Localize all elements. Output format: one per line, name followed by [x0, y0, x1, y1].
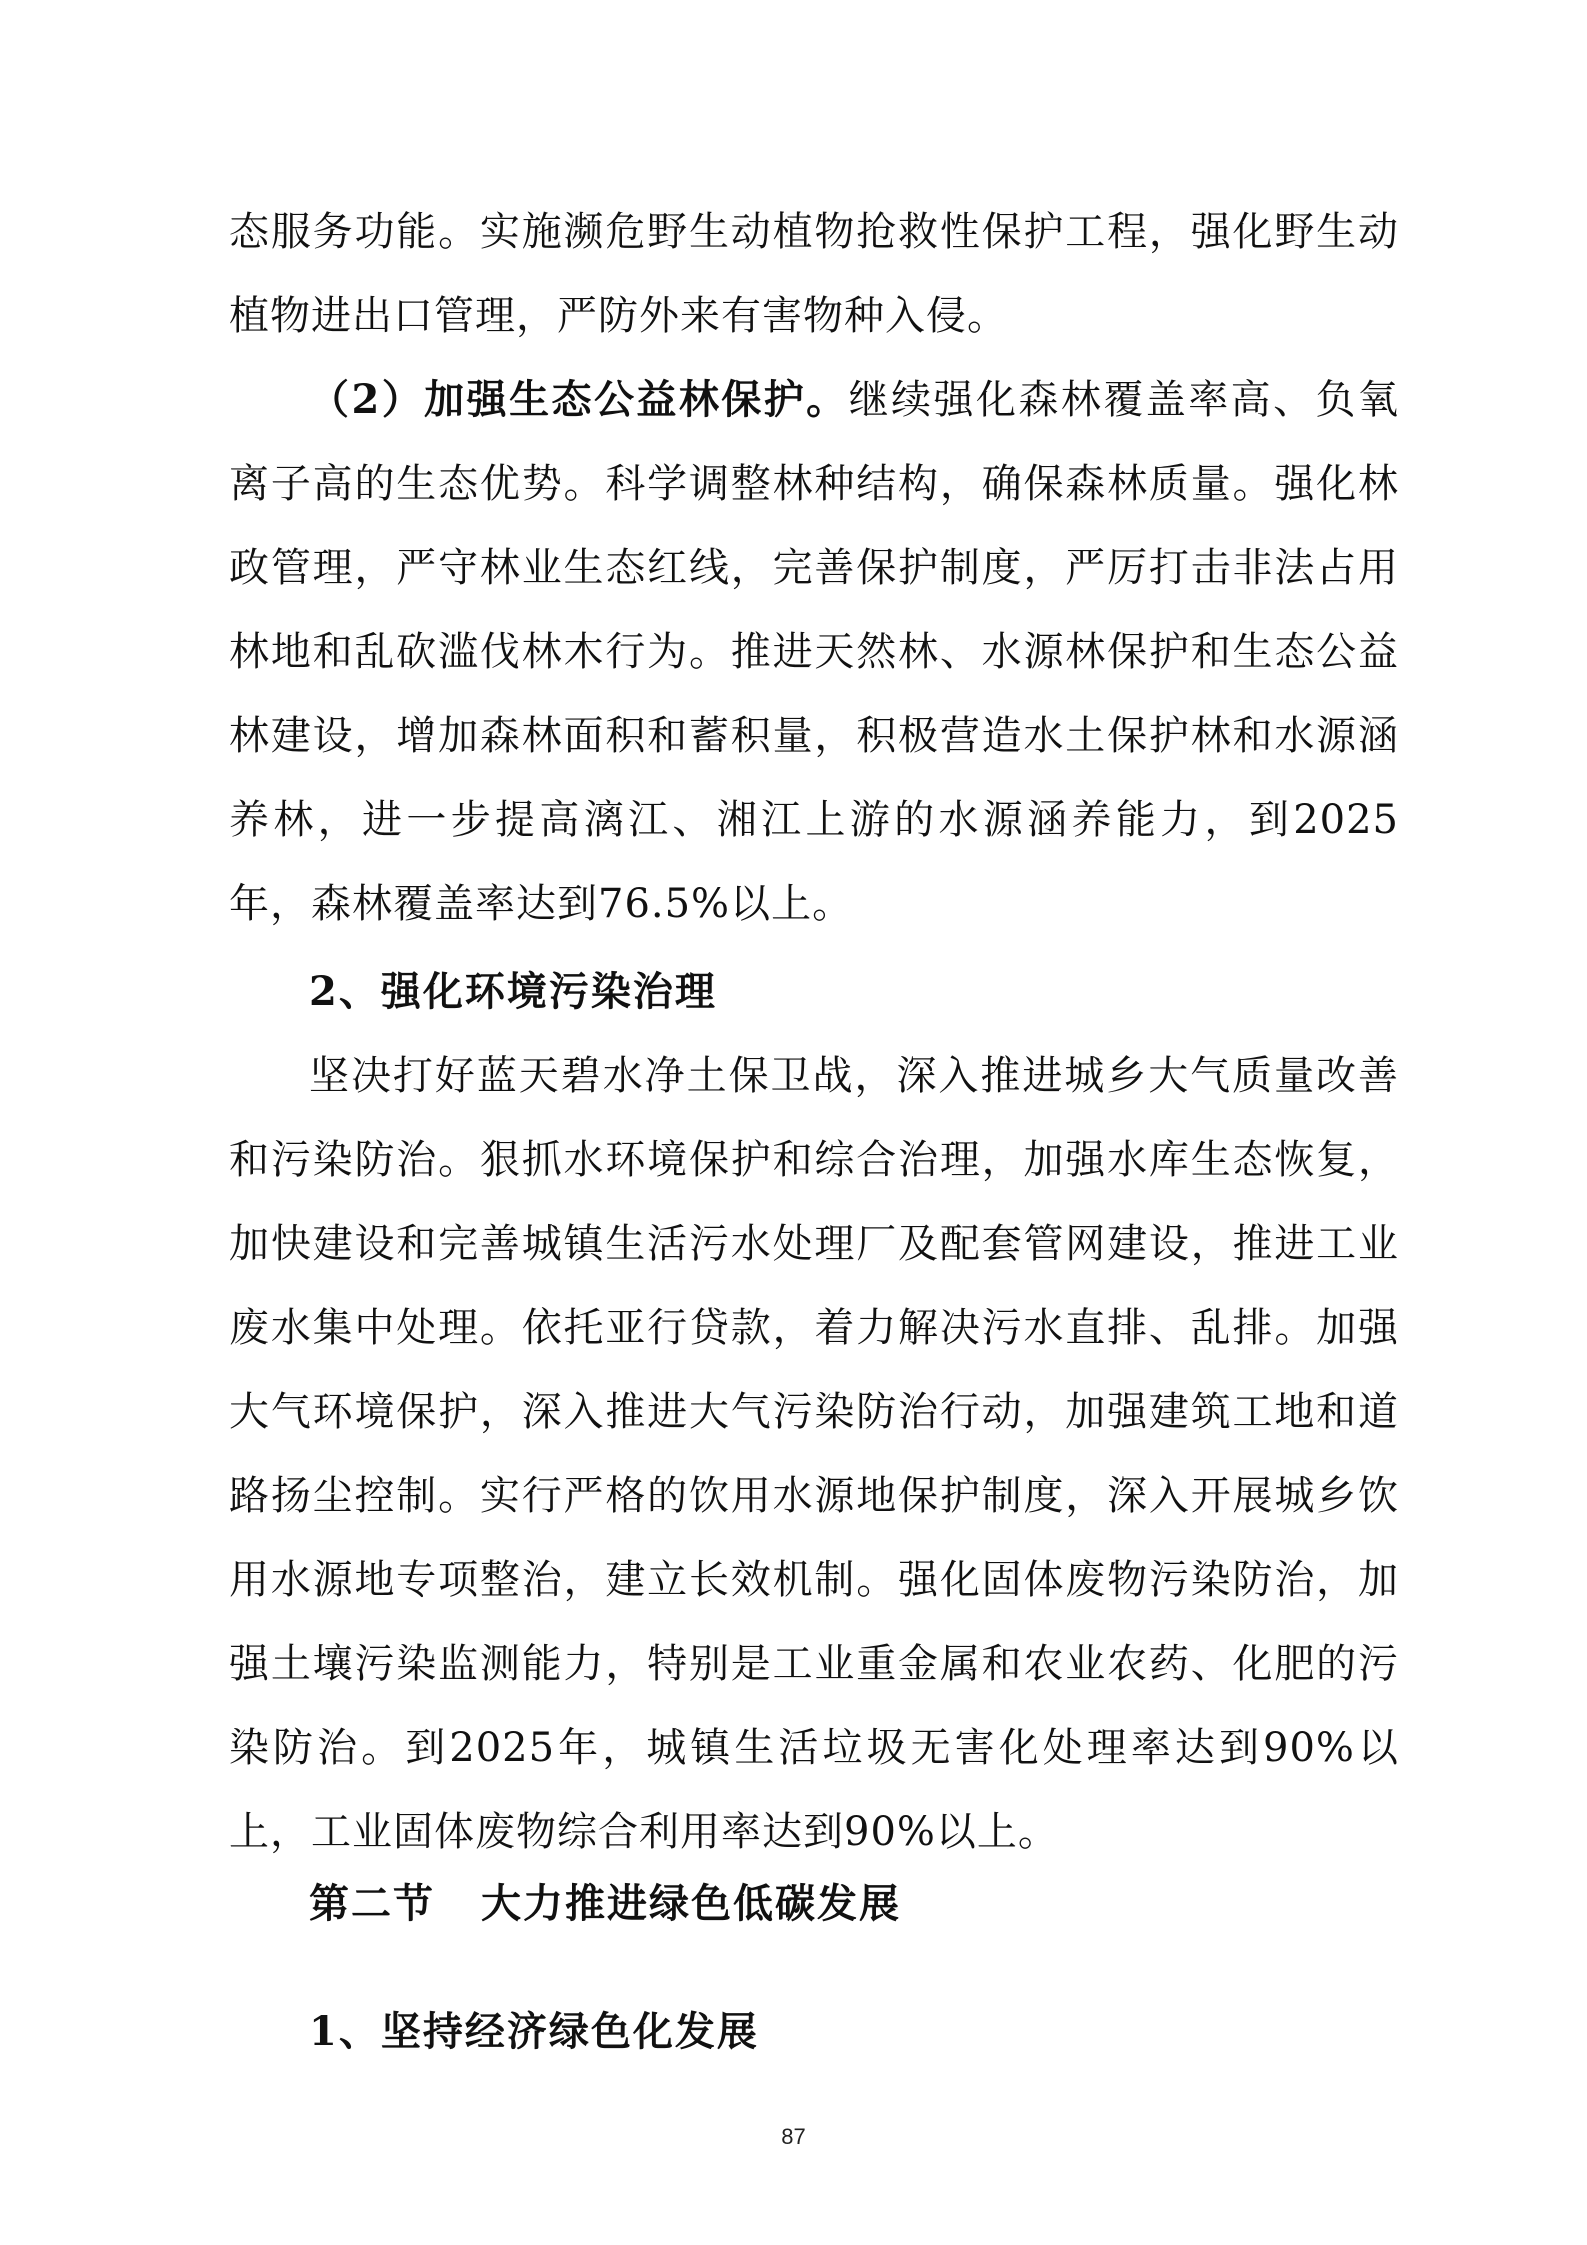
paragraph-continued: 态服务功能。实施濒危野生动植物抢救性保护工程，强化野生动植物进出口管理，严防外来有害物种入侵。 — [229, 209, 1399, 339]
paragraph-pollution: 坚决打好蓝天碧水净土保卫战，深入推进城乡大气质量改善和污染防治。狠抓水环境保护和综合治理，加强水库生态恢复，加快建设和完善城镇生活污水处理厂及配套管网建设，推进工业废水集中处理。依托亚行贷款，着力解决污水直排、乱排。加强大气环境保护，深入推进大气污染防治行动，加强建筑工地和道路扬尘控制。实行严格的饮用水源地保护制度，深入开展城乡饮用水源地专项整治，建立长效机制。强化固体废物污染防治，加强土壤污染监测能力，特别是工业重金属和农业农药、化肥的污染防治。到2025年，城镇生活垃圾无害化处理率达到90%以上，工业固体废物综合利用率达到90%以上。 — [229, 1053, 1399, 1855]
section-heading — [309, 1862, 901, 1946]
subheading-pollution: 2、强化环境污染治理 — [309, 968, 717, 1015]
section-label: 第二节 — [309, 1880, 435, 1927]
page-number: 87 — [781, 2124, 806, 2149]
paragraph-forest-text: 继续强化森林覆盖率高、负氧离子高的生态优势。科学调整林种结构，确保森林质量。强化林政管理，严守林业生态红线，完善保护制度，严厉打击非法占用林地和乱砍滥伐林木行为。推进天然林、水源林保护和生态公益林建设，增加森林面积和蓄积量，积极营造水土保护林和水源涵养林，进一步提高漓江、湘江上游的水源涵养能力，到2025年，森林覆盖率达到76.5%以上。 — [229, 377, 1399, 927]
subheading-green-economy: 1、坚持经济绿色化发展 — [309, 2008, 759, 2055]
body-text-pollution — [229, 1034, 1399, 1874]
section-title: 大力推进绿色低碳发展 — [481, 1880, 901, 1927]
paragraph-forest-protection — [229, 358, 1399, 946]
body-text-top — [229, 190, 1399, 946]
paragraph-lead-bold: （2）加强生态公益林保护。 — [309, 376, 849, 423]
